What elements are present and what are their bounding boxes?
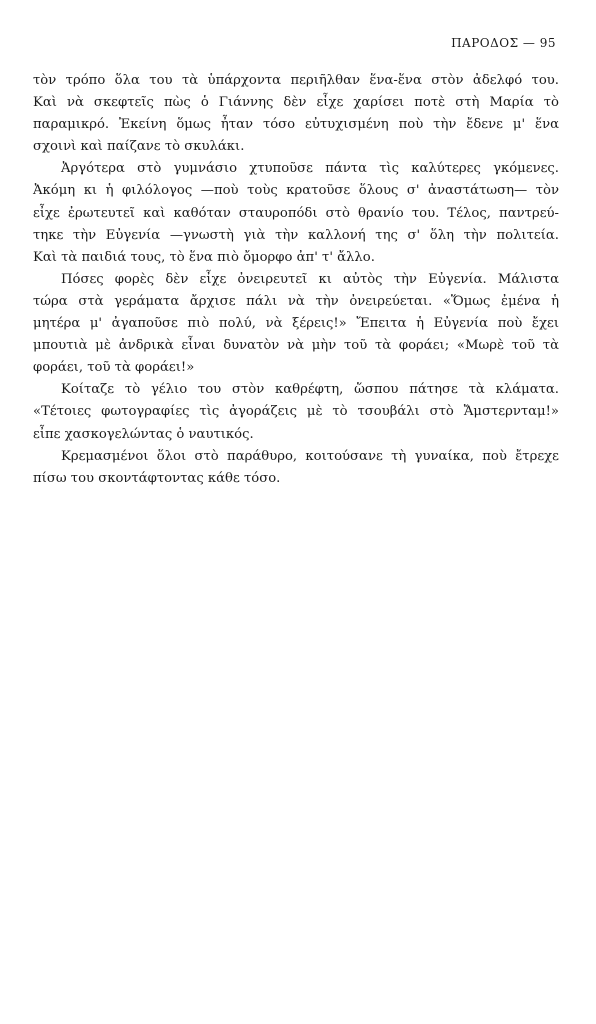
text-line: Καὶ νὰ σκεφτεῖς πὼς ὁ Γιάννης δὲν εἶχε χαρίσει ποτὲ στὴ Μαρία τὸ <box>33 95 559 111</box>
text-line: Ἀργότερα στὸ γυμνάσιο χτυποῦσε πάντα τὶς καλύτερες γκόμενες. <box>61 161 559 177</box>
text-line: Κρεμασμένοι ὅλοι στὸ παράθυρο, κοιτούσανε τὴ γυναίκα, ποὺ ἔτρεχε <box>61 448 559 464</box>
text-line: μητέρα μ' ἀγαποῦσε πιὸ πολύ, νὰ ξέρεις!» Ἔπειτα ἡ Εὐγενία ποὺ ἔχει <box>33 316 559 332</box>
text-line: πίσω του σκοντάφτοντας κάθε τόσο. <box>33 470 281 486</box>
text-line: παραμικρό. Ἐκείνη ὅμως ἦταν τόσο εὐτυχισμένη ποὺ τὴν ἔδενε μ' ἕνα <box>33 117 559 133</box>
text-line: Πόσες φορὲς δὲν εἶχε ὀνειρευτεῖ κι αὐτὸς τὴν Εὐγενία. Μάλιστα <box>61 271 559 287</box>
text-line: Κοίταζε τὸ γέλιο του στὸν καθρέφτη, ὥσπου πάτησε τὰ κλάματα. <box>61 382 559 398</box>
text-line: εἶπε χασκογελώντας ὁ ναυτικός. <box>33 426 254 442</box>
text-line: μπουτιὰ μὲ ἀνδρικὰ εἶναι δυνατὸν νὰ μὴν τοῦ τὰ φοράει; «Μωρὲ τοῦ τὰ <box>33 338 559 354</box>
text-line: «Τέτοιες φωτογραφίες τὶς ἀγοράζεις μὲ τὸ τσουβάλι στὸ Ἄμστερνταμ!» <box>33 404 559 420</box>
text-line: τηκε τὴν Εὐγενία —γνωστὴ γιὰ τὴν καλλονή της σ' ὅλη τὴν πολιτεία. <box>33 227 559 243</box>
text-line: σχοινὶ καὶ παίζανε τὸ σκυλάκι. <box>33 139 245 155</box>
text-line: τώρα στὰ γεράματα ἄρχισε πάλι νὰ τὴν ὀνειρεύεται. «Ὅμως ἐμένα ἡ <box>33 293 559 309</box>
text-line: εἶχε ἐρωτευτεῖ καὶ καθόταν σταυροπόδι στὸ θρανίο του. Τέλος, παντρεύ- <box>33 205 559 221</box>
text-line: τὸν τρόπο ὅλα του τὰ ὑπάρχοντα περιῆλθαν ἕνα-ἕνα στὸν ἀδελφό του. <box>33 73 559 88</box>
text-line: φοράει, τοῦ τὰ φοράει!» <box>33 360 195 376</box>
text-line: Ἀκόμη κι ἡ φιλόλογος —ποὺ τοὺς κρατοῦσε ὅλους σ' ἀναστάτωση— τὸν <box>33 183 559 199</box>
text-line: Καὶ τὰ παιδιά τους, τὸ ἕνα πιὸ ὄμορφο ἀπ' τ' ἄλλο. <box>33 249 375 265</box>
running-head: ΠΑΡΟΔΟΣ — 95 <box>451 36 556 50</box>
body-text <box>33 70 559 490</box>
